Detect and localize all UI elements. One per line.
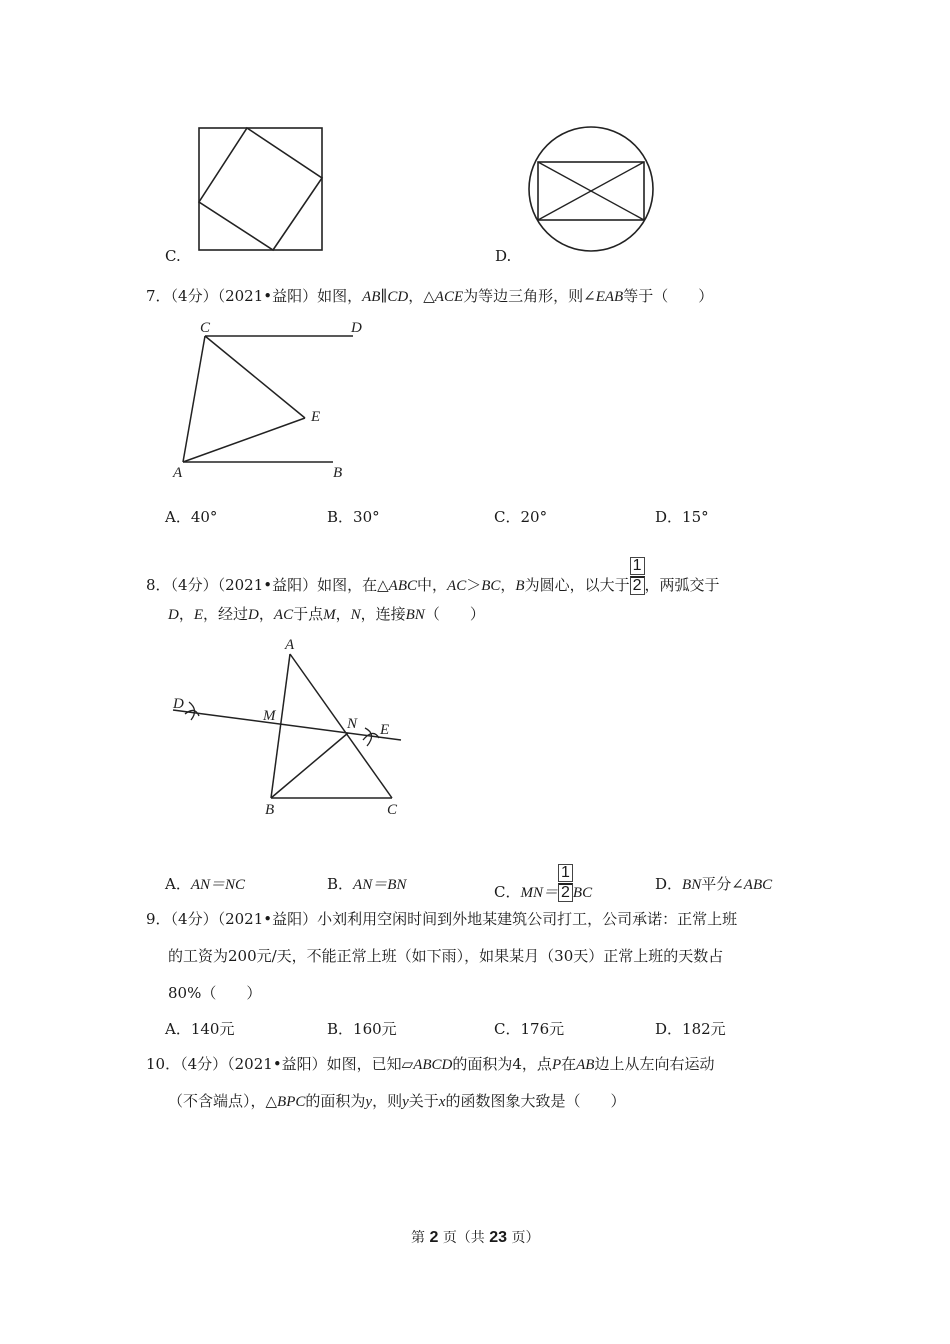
q6-figure-d <box>525 124 657 254</box>
q7-stem: 7．（4分）（2021•益阳）如图，AB∥CD，△ACE为等边三角形，则∠EAB等于（ ） <box>146 287 714 305</box>
q9-option-c[interactable]: C．176元 <box>494 1020 565 1038</box>
q8-option-c[interactable]: C．MN＝ $\frac{1}{2}$ BC <box>494 864 593 901</box>
q9-stem-line3: 80%（ ） <box>168 984 262 1002</box>
segment-ae <box>183 418 305 462</box>
q9-option-d[interactable]: D．182元 <box>655 1020 726 1038</box>
q9-stem-line1: 9．（4分）（2021•益阳）小刘利用空闲时间到外地某建筑公司打工，公司承诺：正常上班 <box>146 910 738 928</box>
question-source: （2021•益阳） <box>217 287 318 305</box>
q7-option-b[interactable]: B．30° <box>327 508 380 526</box>
q8-option-b[interactable]: B．AN＝BN <box>327 875 407 893</box>
label-e: E <box>311 409 321 425</box>
fraction-half: $\frac{1}{2}$ <box>558 863 573 903</box>
question-score: （4分） <box>170 910 218 928</box>
q8-option-d[interactable]: D．BN平分∠ABC <box>655 875 773 893</box>
fraction-half: $\frac{1}{2}$ <box>630 556 645 596</box>
page-number: 2 <box>429 1229 439 1246</box>
q9-option-b[interactable]: B．160元 <box>327 1020 397 1038</box>
q6-option-d-label[interactable]: D. <box>495 247 512 265</box>
q10-stem-line1: 10．（4分）（2021•益阳）如图，已知▱ABCD的面积为4，点P在AB边上从左向右运动 <box>146 1055 715 1073</box>
question-source: （2021•益阳） <box>217 576 318 594</box>
label-m: M <box>263 708 276 724</box>
inner-square <box>199 128 322 250</box>
q8-stem-line2: D，E，经过D，AC于点M，N，连接BN（ ） <box>168 605 485 623</box>
segment-ab <box>271 654 290 798</box>
q7-option-c[interactable]: C．20° <box>494 508 548 526</box>
label-n: N <box>347 716 358 732</box>
page-footer: 第 2 页（共 23 页） <box>411 1229 540 1246</box>
question-score: （4分） <box>170 576 218 594</box>
label-a: A <box>173 465 183 481</box>
q9-option-a[interactable]: A．140元 <box>165 1020 235 1038</box>
q8-stem-line1: 8．（4分）（2021•益阳）如图，在△ABC中，AC＞BC，B为圆心，以大于 $\frac{1}{2}$ ，两弧交于 <box>146 557 720 594</box>
label-d: D <box>173 696 184 712</box>
q7-figure <box>165 315 365 485</box>
question-number: 7． <box>146 287 171 305</box>
q8-figure <box>165 632 415 822</box>
q10-stem-line2: （不含端点），△BPC的面积为y，则y关于x的函数图象大致是（ ） <box>168 1092 626 1110</box>
q6-figure-c <box>195 124 327 254</box>
label-a: A <box>285 637 295 653</box>
label-b: B <box>333 465 343 481</box>
q9-stem-line2: 的工资为200元/天，不能正常上班（如下雨），如果某月（30天）正常上班的天数占 <box>168 947 724 965</box>
label-b: B <box>265 802 275 818</box>
question-score: （4分） <box>170 287 218 305</box>
outer-square <box>199 128 322 250</box>
label-d: D <box>351 320 362 336</box>
segment-bn <box>271 733 348 798</box>
circle <box>529 127 653 251</box>
segment-ca <box>183 336 205 462</box>
segment-ac <box>290 654 392 798</box>
question-number: 9． <box>146 910 171 928</box>
q8-option-a[interactable]: A．AN＝NC <box>165 875 246 893</box>
page-total: 23 <box>489 1229 508 1246</box>
q6-option-c-label[interactable]: C. <box>165 247 181 265</box>
label-e: E <box>380 722 390 738</box>
question-source: （2021•益阳） <box>217 910 318 928</box>
segment-ce <box>205 336 305 418</box>
label-c: C <box>200 320 211 336</box>
q7-option-d[interactable]: D．15° <box>655 508 709 526</box>
question-score: （4分） <box>180 1055 228 1073</box>
q7-option-a[interactable]: A．40° <box>165 508 218 526</box>
label-c: C <box>387 802 398 818</box>
question-source: （2021•益阳） <box>227 1055 327 1073</box>
question-number: 10． <box>146 1055 181 1073</box>
question-number: 8． <box>146 576 171 594</box>
